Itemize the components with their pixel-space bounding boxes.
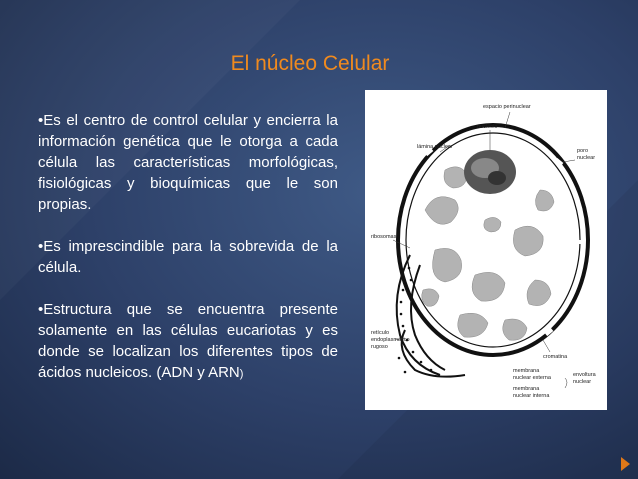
bullet-closing-paren: ) — [239, 368, 244, 380]
nucleus-diagram-svg — [365, 90, 607, 410]
label-membrana-interna-1: membrana — [513, 386, 540, 392]
label-membrana-interna-2: nuclear interna — [513, 393, 550, 399]
label-espacio-perinuclear: espacio perinuclear — [483, 104, 531, 110]
envelope-bracket — [565, 378, 567, 388]
bullet-item: •Es el centro de control celular y encierra la información genética que le otorga a cada célula las características morfológicas, fisiológicas y bioquímicas que le son propias. — [38, 112, 338, 213]
label-ribosomas: ribosomas — [371, 234, 397, 240]
next-slide-arrow-icon[interactable] — [621, 457, 630, 471]
bullet-text: •Estructura que se encuentra presente solamente en las células eucariotas y es donde se localizan los diferentes tipos de ácidos nucleicos. (ADN y ARN — [38, 301, 338, 381]
label-membrana-externa-1: membrana — [513, 368, 540, 374]
bullet-list — [38, 110, 338, 406]
label-cromatina: cromatina — [543, 354, 568, 360]
label-envoltura-2: nuclear — [573, 379, 592, 385]
label-lamina-nuclear: lámina nuclear — [417, 144, 453, 150]
bullet-item: •Es imprescindible para la sobrevida de la célula. — [38, 238, 338, 276]
label-reticulo-3: rugoso — [371, 344, 388, 350]
label-reticulo-2: endoplasmático — [371, 337, 410, 343]
label-membrana-externa-2: nuclear externa — [513, 375, 551, 381]
label-reticulo-1: retículo — [371, 330, 390, 336]
label-nucleolo: nucléolo — [477, 124, 498, 130]
label-poro-1: poro — [577, 148, 589, 154]
bullet-item — [38, 299, 338, 385]
nucleolus — [464, 150, 516, 194]
nucleus-diagram — [365, 90, 607, 410]
slide-title: El núcleo Celular — [230, 52, 390, 75]
label-envoltura-1: envoltura — [573, 372, 596, 378]
label-poro-2: nuclear — [577, 155, 596, 161]
